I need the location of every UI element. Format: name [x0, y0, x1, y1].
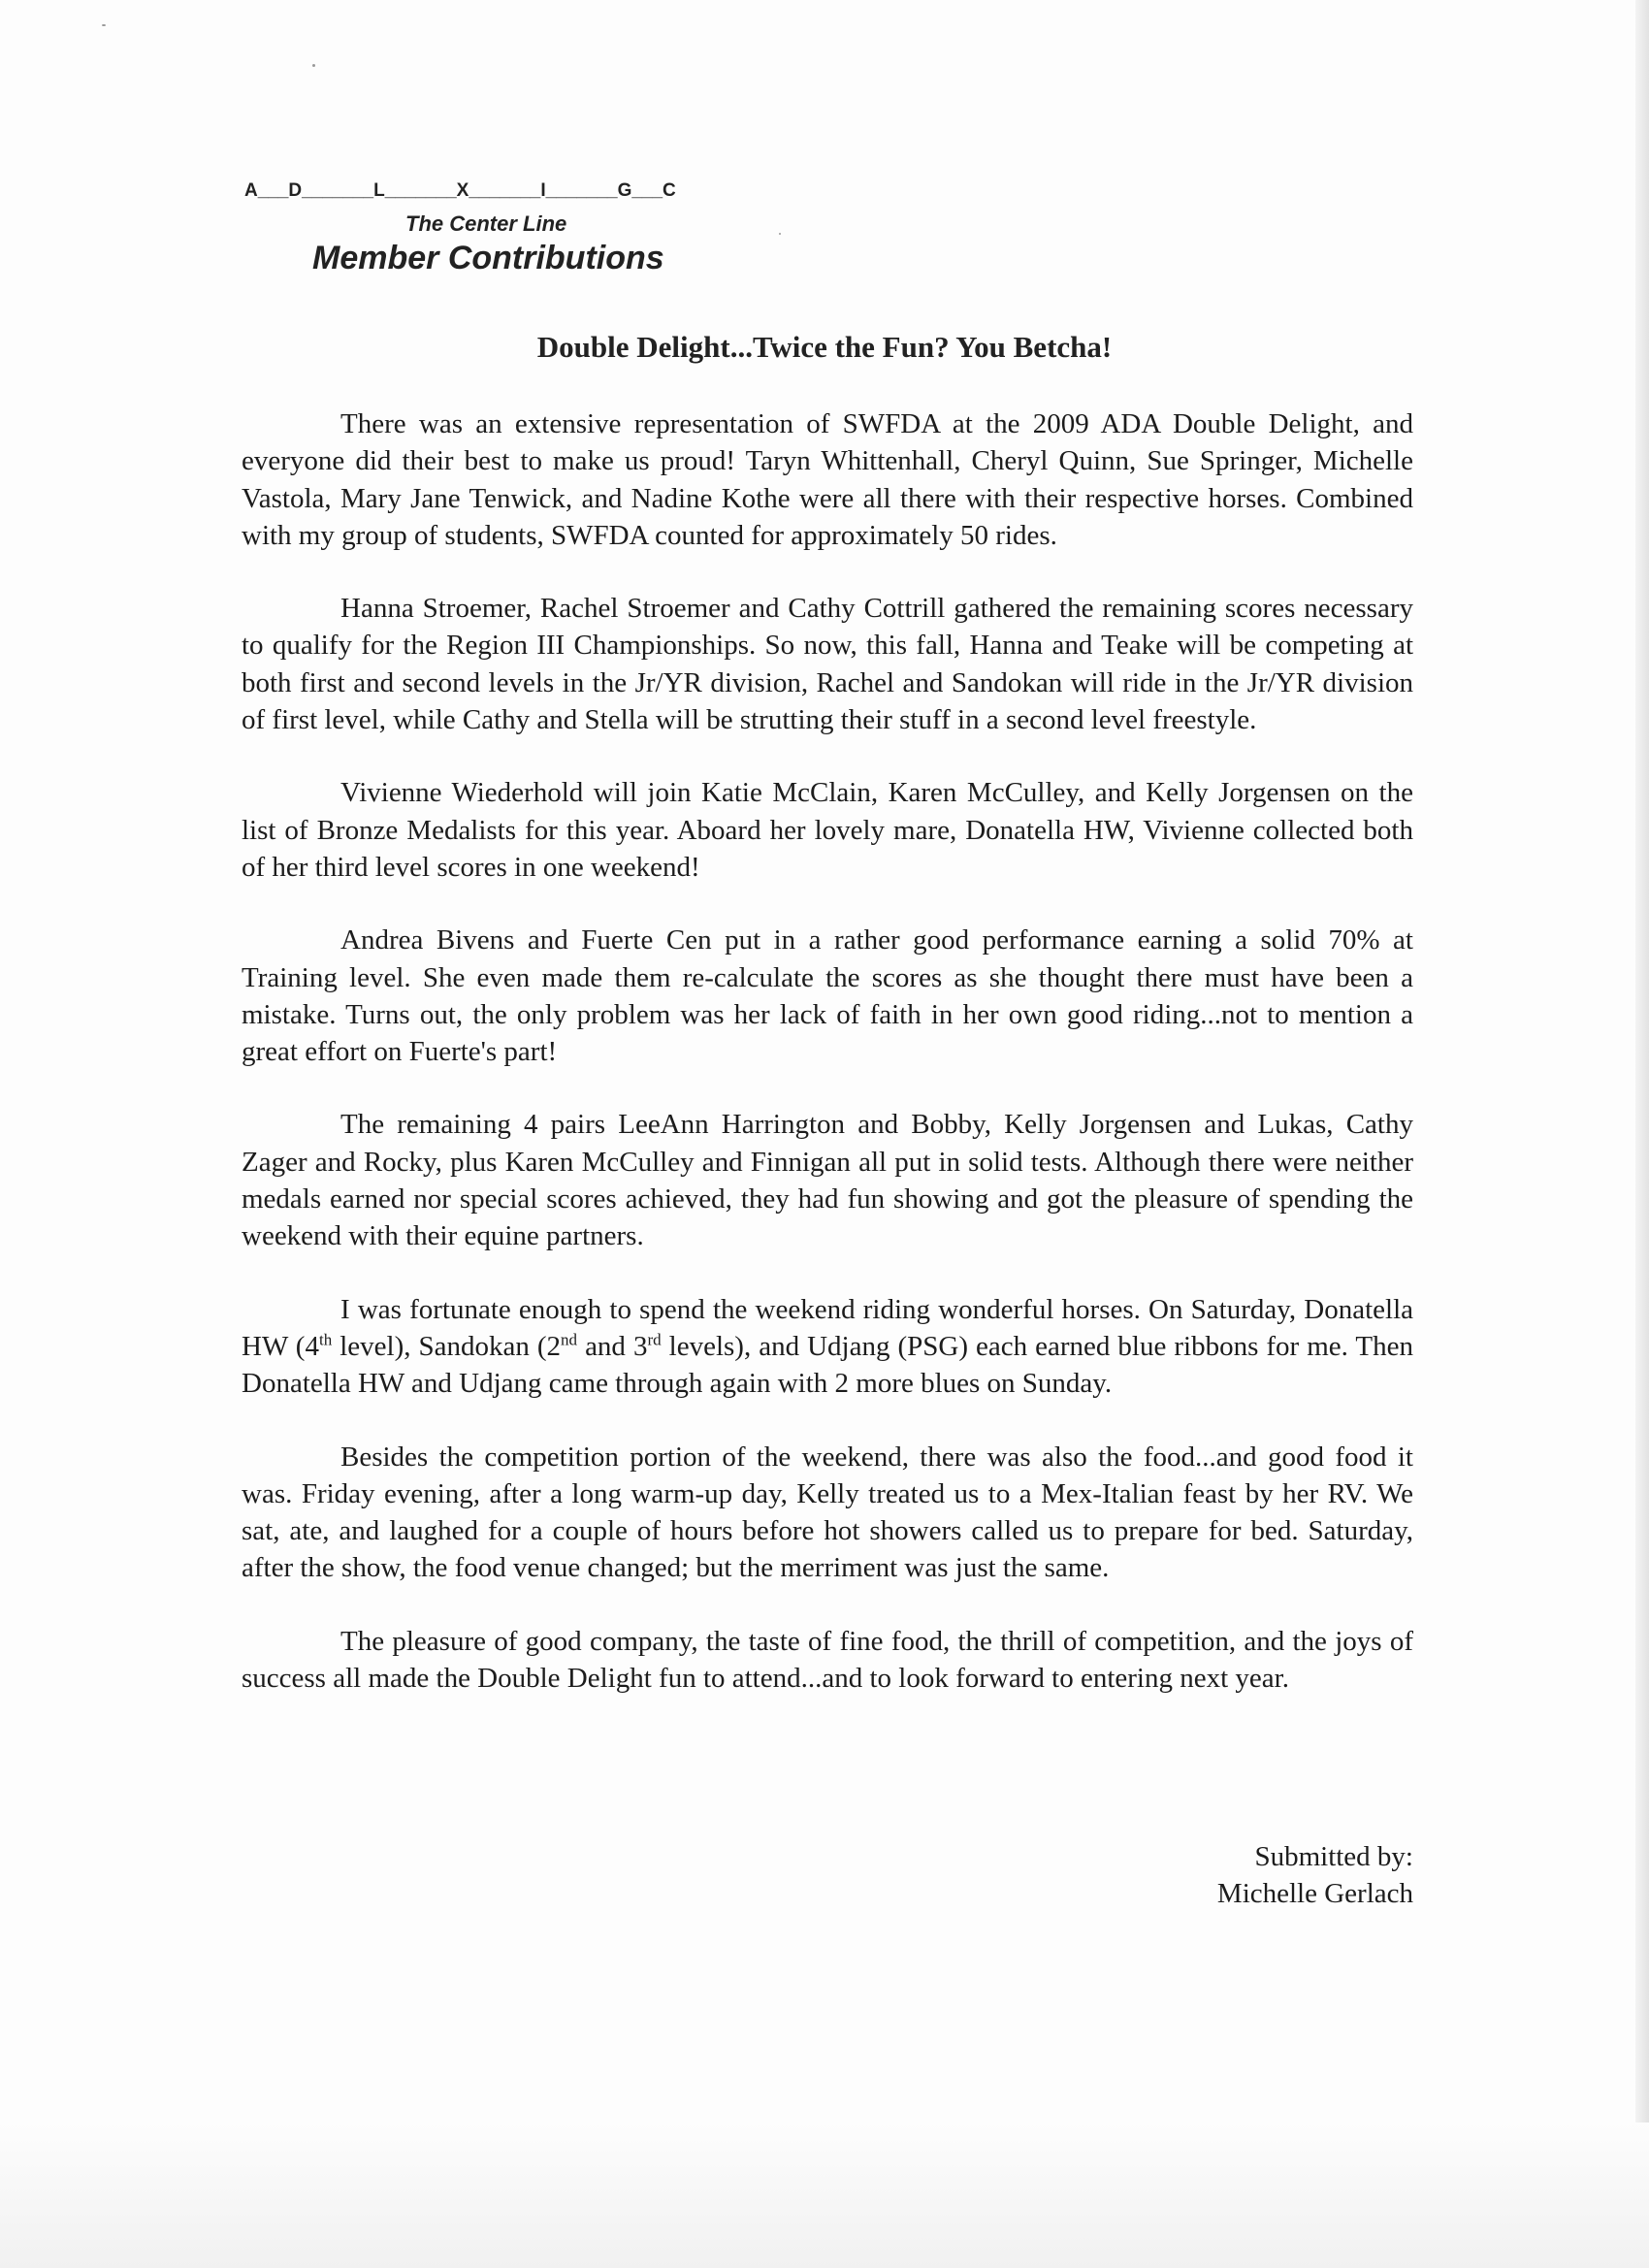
signoff	[1217, 1838, 1413, 1912]
scan-bottom-shadow	[0, 2122, 1649, 2268]
article-title: Double Delight...Twice the Fun? You Betcha!	[536, 330, 1113, 364]
article-body	[242, 405, 1413, 1733]
paragraph: The remaining 4 pairs LeeAnn Harrington and Bobby, Kelly Jorgensen and Lukas, Cathy Zager and Rocky, plus Karen McCulley and Finnigan all put in solid tests. Although there were neither medals earned nor special scores achieved, they had fun showing and got the pleasure of spending the weekend with their equine partners.	[242, 1109, 1413, 1252]
ordinal-suffix: rd	[647, 1330, 662, 1349]
scan-speck	[312, 64, 315, 67]
paragraph: Andrea Bivens and Fuerte Cen put in a rather good performance earning a solid 70% at Training level. She even made them re-calculate the scores as she thought there must have been a mistake. Turns out, the only problem was her lack of faith in her own good riding...not to mention a great effort on Fuerte's part!	[242, 924, 1413, 1068]
paragraph-text: I was fortunate enough to spend the weekend riding wonderful horses. On Saturday, Donatella HW (4	[242, 1293, 1413, 1362]
paragraph: The pleasure of good company, the taste of fine food, the thrill of competition, and the joys of success all made the Double Delight fun to attend...and to look forward to entering next year.	[242, 1625, 1413, 1695]
scan-speck	[102, 24, 106, 26]
paragraph	[242, 1291, 1413, 1403]
section-heading: Member Contributions	[312, 240, 664, 276]
ordinal-suffix: th	[318, 1330, 333, 1349]
ordinal-suffix: nd	[561, 1330, 578, 1349]
submitted-by-label: Submitted by:	[1254, 1841, 1413, 1872]
paragraph-text: levels), and Udjang (PSG) each earned blue ribbons for me. Then Donatella HW and Udjang came through again with 2 more blues on Sunday.	[242, 1330, 1413, 1400]
arena-letters: A___D_______L_______X_______I_______G___C	[244, 180, 676, 201]
paragraph-text: level), Sandokan (2	[332, 1330, 562, 1362]
paragraph: Vivienne Wiederhold will join Katie McClain, Karen McCulley, and Kelly Jorgensen on the list of Bronze Medalists for this year. Aboard her lovely mare, Donatella HW, Vivienne collected both of her third level scores in one weekend!	[242, 777, 1413, 883]
newsletter-name: The Center Line	[405, 211, 567, 236]
paragraph: There was an extensive representation of SWFDA at the 2009 ADA Double Delight, and everyone did their best to make us proud! Taryn Whittenhall, Cheryl Quinn, Sue Springer, Michelle Vastola, Mary Jane Tenwick, and Nadine Kothe were all there with their respective horses. Combined with my group of students, SWFDA counted for approximately 50 rides.	[242, 408, 1413, 551]
paragraph-text: and 3	[577, 1330, 648, 1362]
scan-speck	[779, 233, 781, 235]
paragraph: Besides the competition portion of the weekend, there was also the food...and good food it was. Friday evening, after a long warm-up day, Kelly treated us to a Mex-Italian feast by her RV. We sat, ate, and laughed for a couple of hours before hot showers called us to prepare for bed. Saturday, after the show, the food venue changed; but the merriment was just the same.	[242, 1441, 1413, 1584]
paragraph: Hanna Stroemer, Rachel Stroemer and Cathy Cottrill gathered the remaining scores necessary to qualify for the Region III Championships. So now, this fall, Hanna and Teake will be competing at both first and second levels in the Jr/YR division, Rachel and Sandokan will ride in the Jr/YR division of first level, while Cathy and Stella will be strutting their stuff in a second level freestyle.	[242, 593, 1413, 736]
author-name: Michelle Gerlach	[1216, 1878, 1413, 1909]
